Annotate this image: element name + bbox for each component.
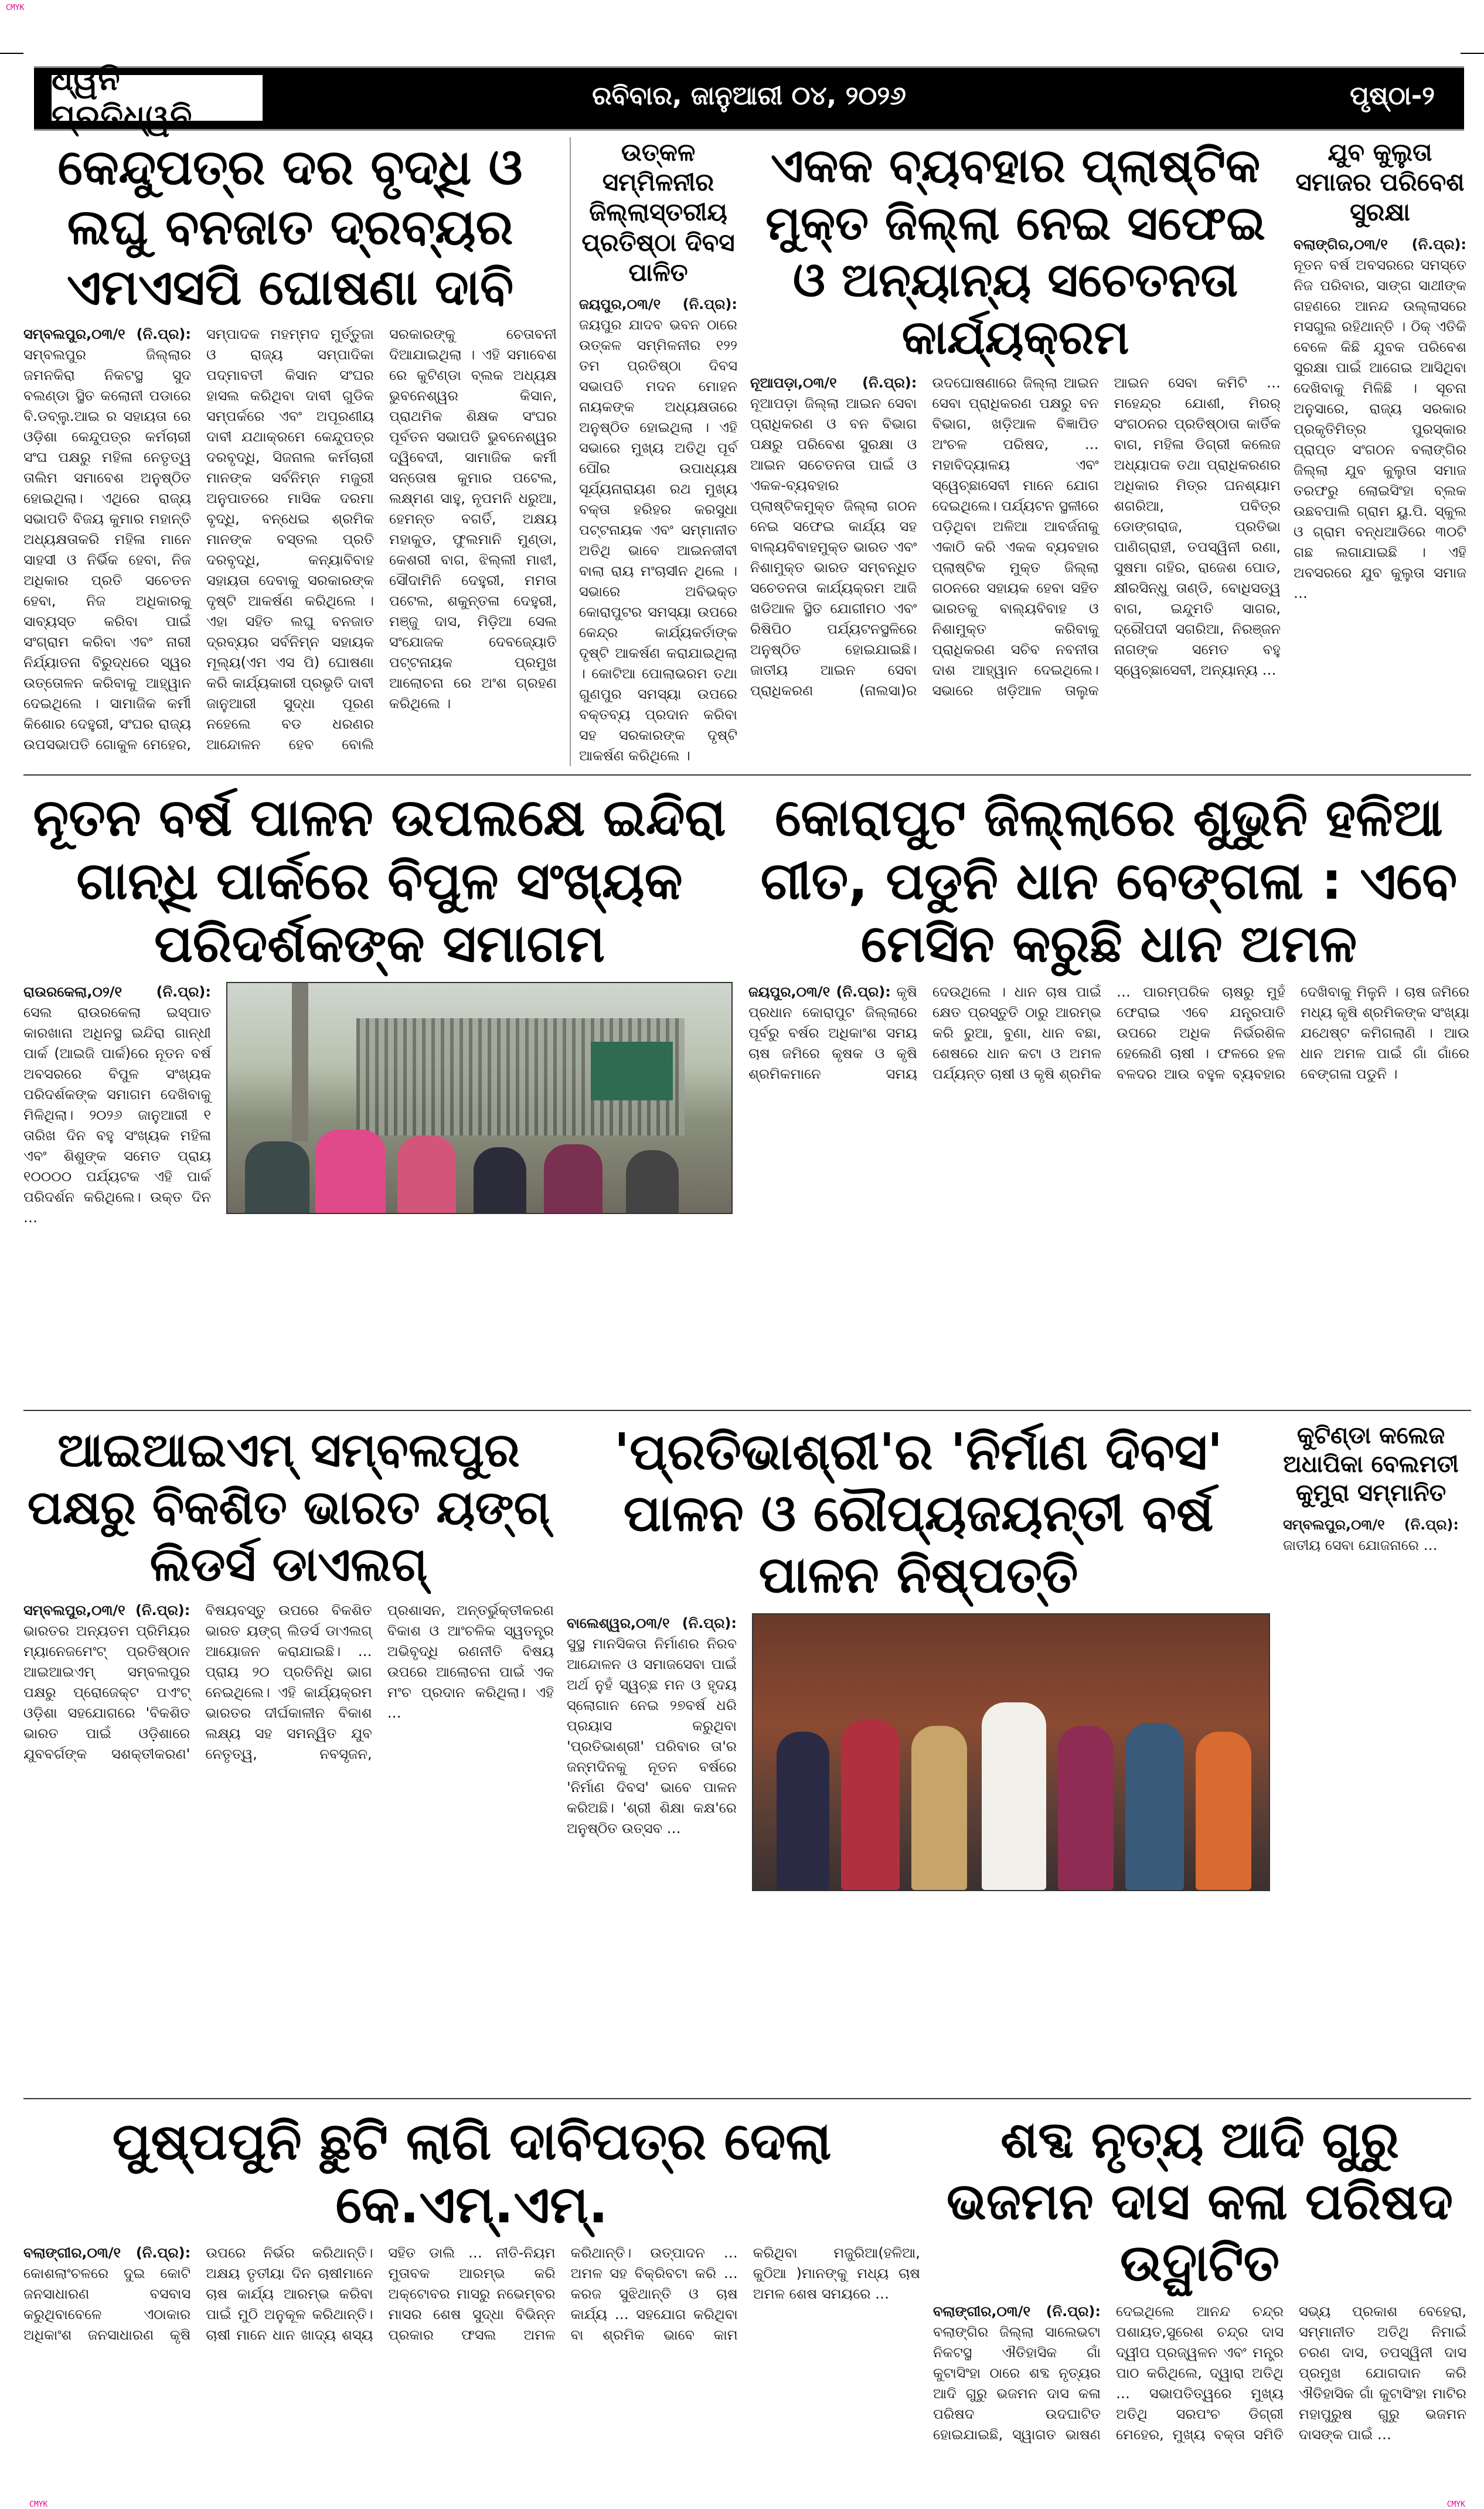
dateline: ସମ୍ବଲପୁର,୦୩/୧ (ନି.ପ୍ର): — [23, 326, 191, 343]
dateline: ସମ୍ବଲପୁର,୦୩/୧ (ନି.ପ୍ର): — [1283, 1516, 1459, 1533]
article-layout — [23, 982, 736, 1228]
dateline: ବଲାଙ୍ଗୀର,୦୩/୧ (ନି.ପ୍ର): — [933, 2303, 1101, 2320]
dateline: ନୂଆପଡ଼ା,୦୩/୧ (ନି.ପ୍ର): — [750, 375, 917, 392]
group-photo — [752, 1613, 1270, 1891]
article-body: ଜୟପୁର,୦୩/୧ (ନି.ପ୍ର): ଜୟପୁର ଯାଦବ ଭବନ ଠାରେ ଉତ୍କଳ ସମ୍ମିଳନୀର ୧୨୨ ତମ ପ୍ରତିଷ୍ଠା ଦିବସ ସଭାପତି ମଦନ ମୋହନ ନାୟକଙ୍କ ଅଧ୍ୟକ୍ଷତାରେ ଅନୁଷ୍ଠିତ ହୋଇଥିଲା । ଏହି ସଭାରେ ମୁଖ୍ୟ ଅତିଥି ପୂର୍ବ ପୌର ଉପାଧ୍ୟକ୍ଷ ସୂର୍ଯ୍ୟନାରାୟଣ ରଥ ମୁଖ୍ୟ ବକ୍ତା ହରିହର କରସୁଧା ପଟ୍ଟନାୟକ ଏବଂ ସମ୍ମାନୀତ ଅତିଥି ଭାବେ ଆଇନଜୀବୀ ବାଲା ରାୟ ମଂଚାସୀନ ଥିଲେ । ସଭାରେ ଅବିଭକ୍ତ କୋରାପୁଟର ସମସ୍ୟା ଉପରେ କେନ୍ଦ୍ର କାର୍ଯ୍ୟକର୍ତାଙ୍କ ଦୃଷ୍ଟି ଆକର୍ଷଣ କରାଯାଇଥିଲା । କୋଟିଆ ପୋଲାଭରମ ତଥା ଗୁଣପୁର ସମସ୍ୟା ଉପରେ ବକ୍ତବ୍ୟ ପ୍ରଦାନ କରିବା ସହ ସରକାରଙ୍କ ଦୃଷ୍ଟି ଆକର୍ଷଣ କରିଥିଲେ । — [579, 296, 737, 764]
article-indira-gandhi-park — [23, 786, 736, 1228]
article-kendu-leaf — [23, 137, 557, 755]
headline: କୋରାପୁଟ ଜିଲ୍ଲାରେ ଶୁଭୁନି ହଳିଆ ଗୀତ, ପଡୁନି ଧାନ ବେଙ୍ଗଳା : ଏବେ ମେସିନ କରୁଛି ଧାନ ଅମଳ — [760, 787, 1458, 974]
article-body: ବଲାଙ୍ଗୀର,୦୩/୧ (ନି.ପ୍ର): କୋଶଲାଂଚଳରେ ଦୁଇ କୋଟି ଜନସାଧାରଣ ବସବାସ କରୁଥିବାବେଳେ ଏଠାକାର ଅଧିକାଂଶ ଜନସାଧାରଣ କୃଷି ଉପରେ ନିର୍ଭର କରିଥାନ୍ତି। ଅକ୍ଷୟ ତୃତୀୟା ଦିନ ଚାଷୀମାନେ ଚାଷ କାର୍ଯ୍ୟ ଆରମ୍ଭ କରିବା ପାଇଁ ମୁଠି ଅନୁକୂଳ କରିଥାନ୍ତି। ଚାଷୀ ମାନେ ଧାନ ଖାଦ୍ୟ ଶସ୍ୟ ସହିତ ଡାଲି … ନୀତି-ନିୟମ ମୁତାବକ ଆରମ୍ଭ କରି ଅକ୍ଟୋବର ମାସରୁ ନଭେମ୍ବର ମାସର ଶେଷ ସୁଦ୍ଧା ବିଭିନ୍ନ ପ୍ରକାର ଫସଲ ଅମଳ କରିଥାନ୍ତି। ଉତ୍ପାଦନ … ଅମଳ ସହ ବିକ୍ରିବଟା କରି … କରଜ ସୁଝିଥାନ୍ତି ଓ ଚାଷ କାର୍ଯ୍ୟ … ସହଯୋଗ କରିଥିବା ବା ଶ୍ରମିକ ଭାବେ କାମ କରିଥିବା ମଜୁରିଆ(ହଳିଆ, କୁଠିଆ )ମାନଙ୍କୁ ମଧ୍ୟ ଚାଷ ଅମଳ ଶେଷ ସମୟରେ … — [23, 2244, 920, 2343]
dateline: ବାଲେଶ୍ୱର,୦୩/୧ (ନି.ପ୍ର): — [567, 1614, 737, 1631]
newspaper-logo: ଧ୍ୱନି ପ୍ରତିଧ୍ୱନି — [52, 75, 263, 121]
bottom-registration-marks — [23, 2500, 1471, 2509]
dateline: ରାଉରକେଲା,୦୨/୧ (ନି.ପ୍ର): — [23, 984, 211, 1001]
article-body: ବଲାଙ୍ଗିର,୦୩/୧ (ନି.ପ୍ର): ନୂତନ ବର୍ଷ ଅବସରରେ ସମସ୍ତେ ନିଜ ପରିବାର, ସାଙ୍ଗ ସାଥୀଙ୍କ ଗହଣରେ ଆନନ୍ଦ ଉଲ୍ଲାସରେ ମସଗୁଲ ରହିଥାନ୍ତି । ଠିକ୍ ଏତିକି ବେଳେ କିଛି ଯୁବକ ପରିବେଶ ସୁରକ୍ଷା ପାଇଁ ଆଗେଇ ଆସିଥିବା ଦେଖିବାକୁ ମିଳିଛି । ସୂଚନା ଅନୁସାରେ, ରାଜ୍ୟ ସରକାର ପ୍ରକୃତିମିତ୍ର ପୁରସ୍କାର ପ୍ରାପ୍ତ ସଂଗଠନ ବଲାଙ୍ଗିର ଜିଲ୍ଲା ଯୁବ କୁଲୁତା ସମାଜ ତରଫରୁ ଲୋଇସିଂହା ବ୍ଲକ ଉଛବପାଲି ଗ୍ରାମ ୟୁ.ପି. ସ୍କୁଲ ଓ ଗ୍ରାମ ବନ୍ଧଆଡିରେ ୩୦ଟି ଗଛ ଲଗାଯାଇଛି । ଏହି ଅବସରରେ ଯୁବ କୁଲୁତା ସମାଜ … — [1294, 236, 1466, 601]
article-body: ସମ୍ବଲପୁର,୦୩/୧ (ନି.ପ୍ର): ଜାତୀୟ ସେବା ଯୋଜନାରେ … — [1283, 1516, 1459, 1553]
news-row — [23, 2106, 1471, 2493]
article-shabda-nrutya — [933, 2110, 1466, 2445]
dateline: ସମ୍ବଲପୁର,୦୩/୧ (ନି.ପ୍ର): — [23, 1602, 190, 1619]
crop-mark — [0, 53, 23, 54]
headline: ପୁଷ୍ପପୁନି ଛୁଟି ଲାଗି ଦାବିପତ୍ର ଦେଲା କେ.ଏମ୍.ଏମ୍. — [112, 2111, 832, 2235]
article-pushpapuni-holiday — [23, 2110, 920, 2345]
masthead — [34, 60, 1464, 135]
article-kutinda-college — [1283, 1422, 1459, 1555]
dateline: ବଲାଙ୍ଗିର,୦୩/୧ (ନି.ପ୍ର): — [1294, 236, 1466, 253]
registration-mark-top: CMYK — [6, 4, 25, 12]
article-body: ନୂଆପଡ଼ା,୦୩/୧ (ନି.ପ୍ର): ନୂଆପଡ଼ା ଜିଲ୍ଲା ଆଇନ ସେବା ପ୍ରାଧିକରଣ ଓ ବନ ବିଭାଗ ପକ୍ଷରୁ ପରିବେଶ ସୁରକ୍ଷା ଓ ଆଇନ ସଚେତନତା ପାଇଁ ଓ ଏକକ-ବ୍ୟବହାର ପ୍ଲାଷ୍ଟିକମୁକ୍ତ ଜିଲ୍ଲା ଗଠନ ନେଇ ସଫେଇ କାର୍ଯ୍ୟ ସହ ବାଲ୍ୟବିବାହମୁକ୍ତ ଭାରତ ଏବଂ ନିଶାମୁକ୍ତ ଭାରତ ସମ୍ବନ୍ଧିତ ସଚେତନତା କାର୍ଯ୍ୟକ୍ରମ ଆଜି ଖଡିଆଳ ସ୍ଥିତ ଯୋଗୀମଠ ଏବଂ ରିଷିପିଠ ପର୍ଯ୍ୟଟନସ୍ଥଳିରେ ଅନୁଷ୍ଠିତ ହୋଇଯାଇଛି। ଜାତୀୟ ଆଇନ ସେବା ପ୍ରାଧିକରଣ (ନାଲସା)ର ଉଦଘୋଷଣାରେ ଜିଲ୍ଲା ଆଇନ ସେବା ପ୍ରାଧିକରଣ ପକ୍ଷରୁ ବନ ବିଭାଗ, ଖଡ଼ିଆଳ ବିଜ୍ଞାପିତ ଅଂଚଳ ପରିଷଦ, … ମହାବିଦ୍ୟାଳୟ ଏବଂ ସ୍ୱେଚ୍ଛାସେବୀ ମାନେ ଯୋଗ ଦେଇଥିଲେ। ପର୍ଯ୍ୟଟନ ସ୍ଥଳୀରେ ପଡ଼ିଥିବା ଅଳିଆ ଆବର୍ଜନାକୁ ଏକାଠି କରି ଏକକ ବ୍ୟବହାର ପ୍ଲାଷ୍ଟିକ ମୁକ୍ତ ଜିଲ୍ଲା ଗଠନରେ ସହାୟକ ହେବା ସହିତ ଭାରତକୁ ବାଲ୍ୟବିବାହ ଓ ନିଶାମୁକ୍ତ କରିବାକୁ ପ୍ରାଧିକରଣ ସଚିବ ନବନୀତା ଦାଶ ଆହ୍ୱାନ ଦେଇଥିଲେ। ସଭାରେ ଖଡ଼ିଆଳ ତାଲୁକ ଆଇନ ସେବା କମିଟି … ମହେନ୍ଦ୍ର ଯୋଶୀ, ମିରର୍ ସଂଗଠନର ପ୍ରତିଷ୍ଠାତା କାର୍ତିକ ବାଗ, ମହିଳା ଡିଗ୍ରୀ କଲେଜ ଅଧ୍ୟାପକ ତଥା ପ୍ରାଧିକରଣର ଅଧିକାର ମିତ୍ର ଘନଶ୍ୟାମ ଶଗରିଆ, ପବିତ୍ର ଡୋଙ୍ଗରାଜ, ପ୍ରତିଭା ପାଣିଗ୍ରାହୀ, ତପସ୍ୱିନୀ ରଣା, ସୁଷମା ଗହିର, ରାଜେଶ ପୋଡ, କ୍ଷୀରସିନ୍ଧୁ ତାଣ୍ଡି, ବୋଧିସତ୍ୱ ବାଗ, ଇନ୍ଦୁମତି ସାଗର, ଦ୍ରୌପଦୀ ସଗରିଆ, ନିରଞ୍ଜନ ନାଗଙ୍କ ସମେତ ବହୁ ସ୍ୱେଚ୍ଛାସେବୀ, ଅନ୍ୟାନ୍ୟ … — [750, 375, 1281, 699]
news-row — [23, 783, 1471, 1411]
registration-mark-bottom-left: CMYK — [29, 2500, 48, 2509]
page-number: ପୃଷ୍ଠା-୨ — [1350, 81, 1435, 111]
article-body: ସମ୍ବଲପୁର,୦୩/୧ (ନି.ପ୍ର): ସମ୍ବଲପୁର ଜିଲ୍ଲାର ଜମନକିରା ନିକଟସ୍ଥ ସୁଦ ବଲଣ୍ଡା ସ୍ଥିତ କଲୋନୀ ପଡାରେ ବି.ଡବ୍ଲୁ.ଆଇ ର ସହାୟତା ରେ ଓଡ଼ିଶା କେନ୍ଦୁପତ୍ର କର୍ମଚାରୀ ସଂଘ ପକ୍ଷରୁ ମହିଳା ନେତୃତ୍ୱ ତାଲିମ ସମାବେଶ ଅନୁଷ୍ଠିତ ହୋଇଥିଲା। ଏଥିରେ ରାଜ୍ୟ ସଭାପତି ବିଜୟ କୁମାର ମହାନ୍ତି ଅଧ୍ୟକ୍ଷତାକରି ମହିଳା ମାନେ ସାହସୀ ଓ ନିର୍ଭିକ ହେବା, ନିଜ ଅଧିକାର ପ୍ରତି ସଚେତନ ହେବା, ନିଜ ଅଧିକାରକୁ ସାବ୍ୟସ୍ତ କରିବା ପାଇଁ ସଂଗ୍ରାମ କରିବା ଏବଂ ନାରୀ ନିର୍ଯ୍ୟାତନା ବିରୁଦ୍ଧରେ ସ୍ୱର ଉତ୍ତୋଳନ କରିବାକୁ ଆହ୍ୱାନ ଦେଇଥିଲେ । ସାମାଜିକ କର୍ମୀ କିଶୋର ଦେହୁରୀ, ସଂଘର ରାଜ୍ୟ ଉପସଭାପତି ଗୋକୁଳ ମେହେର, ସମ୍ପାଦକ ମହମ୍ମଦ ମୁର୍ତ୍ତୁଜା ଓ ରାଜ୍ୟ ସମ୍ପାଦିକା ପଦ୍ମାବତୀ କିସାନ ସଂଘର ହାସଲ କରିଥିବା ଦାବୀ ଗୁଡିକ ସମ୍ପର୍କରେ ଏବଂ ଅପୂରଣୀୟ ଦାବୀ ଯଥାକ୍ରମେ କେନ୍ଦୁପତ୍ର ଦରବୃଦ୍ଧି, ସିଜନାଲ କର୍ମଚାରୀ ମାନଙ୍କ ସର୍ବନିମ୍ନ ମଜୁରୀ ଅନୁପାତରେ ମାସିକ ଦରମା ବୃଦ୍ଧି, ବନ୍ଧେଇ ଶ୍ରମିକ ମାନଙ୍କ ବସ୍ତଲ ପ୍ରତି ଦରବୃଦ୍ଧି, କନ୍ୟାବିବାହ ସହାୟତା ଦେବାକୁ ସରକାରଙ୍କ ଦୃଷ୍ଟି ଆକର୍ଷଣ କରିଥିଲେ । ଏହା ସହିତ ଲଘୁ ବନଜାତ ଦ୍ରବ୍ୟର ସର୍ବନିମ୍ନ ସହାୟକ ମୂଲ୍ୟ(ଏମ ଏସ ପି) ଘୋଷଣା କରି କାର୍ଯ୍ୟକାରୀ ପ୍ରଭୃତି ଦାବୀ ଜାନୁଆରୀ ସୁଦ୍ଧା ପୂରଣ ନହେଲେ ବଡ ଧରଣର ଆନ୍ଦୋଳନ ହେବ ବୋଲି ସରକାରଙ୍କୁ ଚେତାବନୀ ଦିଆଯାଇଥିଲା । ଏହି ସମାବେଶ ରେ କୁଟିଣ୍ଡା ବ୍ଲକ ଅଧ୍ୟକ୍ଷ ଭୁବନେଶ୍ୱର କିସାନ, ପ୍ରାଥମିକ ଶିକ୍ଷକ ସଂଘର ପୂର୍ବତନ ସଭାପତି ଭୁବନେଶ୍ୱର ଦ୍ୱିବେଦୀ, ସାମାଜିକ କର୍ମୀ ସନ୍ତୋଷ କୁମାର ପଟେଲ, ଲକ୍ଷ୍ମଣ ସାହୁ, ନୃପମନି ଧରୁଆ, ହେମନ୍ତ ବଗର୍ତି, ଅକ୍ଷୟ ମହାକୁଡ, ଫୁଲମାନି ମୁଣ୍ଡା, କେଶରୀ ବାଗ, ଝିଲ୍ଲୀ ମାଝୀ, ସୌଦାମିନି ଦେହୁରୀ, ମମତା ପଟେଲ, ଶକୁନ୍ତଳା ଦେହୁରୀ, ମଞ୍ଜୁ ଦାସ, ମିଡ଼ିଆ ସେଲ ସଂଯୋଜକ ଦେବଜ୍ୟୋତି ପଟ୍ଟନାୟକ ପ୍ରମୁଖ ଆଲୋଚନା ରେ ଅଂଶ ଗ୍ରହଣ କରିଥିଲେ । — [23, 326, 557, 753]
article-iim-sambalpur — [23, 1422, 554, 1765]
article-body: ସମ୍ବଲପୁର,୦୩/୧ (ନି.ପ୍ର): ଭାରତର ଅନ୍ୟତମ ପ୍ରିମିୟର ମ୍ୟାନେଜମେଂଟ୍ ପ୍ରତିଷ୍ଠାନ ଆଇଆଇଏମ୍ ସମ୍ବଲପୁର ପକ୍ଷରୁ ପ୍ରୋଜେକ୍ଟ ପଏଂଟ୍ ଓଡ଼ିଶା ସହଯୋଗରେ 'ବିକଶିତ ଭାରତ ପାଇଁ ଓଡ଼ିଶାରେ ଯୁବବର୍ଗଙ୍କ ସଶକ୍ତୀକରଣ' ବିଷୟବସ୍ତୁ ଉପରେ ବିକଶିତ ଭାରତ ୟଙ୍ଗ୍ ଲିଡର୍ସ ଡାଏଲଗ୍ ଆୟୋଜନ କରାଯାଇଛି। … ପ୍ରାୟ ୨୦ ପ୍ରତିନିଧି ଭାଗ ନେଇଥିଲେ। ଏହି କାର୍ଯ୍ୟକ୍ରମ ଭାରତର ଦୀର୍ଘକାଳୀନ ବିକାଶ ଲକ୍ଷ୍ୟ ସହ ସମନ୍ୱିତ ଯୁବ ନେତୃତ୍ୱ, ନବସୃଜନ, ପ୍ରଶାସନ, ଅନ୍ତର୍ଭୁକ୍ତୀକରଣ ବିକାଶ ଓ ଆଂଚଳିକ ସ୍ୱତନ୍ତ୍ର ଅଭିବୃଦ୍ଧି ରଣନୀତି ବିଷୟ ଉପରେ ଆଲୋଚନା ପାଇଁ ଏକ ମଂଚ ପ୍ରଦାନ କରିଥିଲା। ଏହି … — [23, 1602, 554, 1762]
dateline: ବଲାଙ୍ଗୀର,୦୩/୧ (ନି.ପ୍ର): — [23, 2244, 191, 2261]
article-plastic-free — [750, 137, 1281, 701]
park-visitors-photo — [226, 982, 733, 1214]
headline: କେନ୍ଦୁପତ୍ର ଦର ବୃଦ୍ଧି ଓ ଲଘୁ ବନଜାତ ଦ୍ରବ୍ୟର ଏମଏସପି ଘୋଷଣା ଦାବି — [57, 138, 523, 316]
article-body: ରାଉରକେଲା,୦୨/୧ (ନି.ପ୍ର): ସେଲ ରାଉରକେଲା ଇସ୍ପାତ କାରଖାନା ଅଧିନସ୍ଥ ଇନ୍ଦିରା ଗାନ୍ଧୀ ପାର୍କ (ଆଇଜି ପାର୍କ)ରେ ନୂତନ ବର୍ଷ ଅବସରରେ ବିପୁଳ ସଂଖ୍ୟକ ପରିଦର୍ଶକଙ୍କ ସମାଗମ ଦେଖିବାକୁ ମିଳିଥିଲା। ୨୦୨୬ ଜାନୁଆରୀ ୧ ତାରିଖ ଦିନ ବହୁ ସଂଖ୍ୟକ ମହିଳା ଏବଂ ଶିଶୁଙ୍କ ସମେତ ପ୍ରାୟ ୧୦୦୦୦ ପର୍ଯ୍ୟଟକ ଏହି ପାର୍କ ପରିଦର୍ଶନ କରିଥିଲେ। ଉକ୍ତ ଦିନ … — [23, 984, 211, 1226]
news-row — [23, 1418, 1471, 2099]
headline: ଉତ୍କଳ ସମ୍ମିଳନୀର ଜିଲ୍ଲାସ୍ତରୀୟ ପ୍ରତିଷ୍ଠା ଦିବସ ପାଳିତ — [581, 138, 735, 287]
headline: ଏକକ ବ୍ୟବହାର ପ୍ଲାଷ୍ଟିକ ମୁକ୍ତ ଜିଲ୍ଲା ନେଇ ସଫେଇ ଓ ଅନ୍ୟାନ୍ୟ ସଚେତନତା କାର୍ଯ୍ୟକ୍ରମ — [765, 138, 1265, 365]
article-body: ବଲାଙ୍ଗୀର,୦୩/୧ (ନି.ପ୍ର): ବଲାଙ୍ଗିର ଜିଲ୍ଲା ସାଲେଭଟା ନିକଟସ୍ଥ ଐତିହାସିକ ଗାଁ କୁଟାସିଂହା ଠାରେ ଶବ୍ଦ ନୃତ୍ୟର ଆଦି ଗୁରୁ ଭଜମନ ଦାସ କଳା ପରିଷଦ ଉଦଘାଟିତ ହୋଇଯାଇଛି, ସ୍ୱାଗତ ଭାଷଣ ଦେଇଥିଲେ ଆନନ୍ଦ ଚନ୍ଦ୍ର ପଶାୟତ,ସୁରେଶ ଚନ୍ଦ୍ର ଦାସ ଦ୍ୱୀପ ପ୍ରଜ୍ୱଳନ ଏବଂ ମନ୍ତ୍ର ପାଠ କରିଥିଲେ, ଦ୍ୱାରା ଅତିଥି … ସଭାପତିତ୍ୱରେ ମୁଖ୍ୟ ଅତିଥି ସରପଂଚ ଡିଗ୍ରୀ ମେହେର, ମୁଖ୍ୟ ବକ୍ତା ସମିତି ସଭ୍ୟ ପ୍ରକାଶ ବେହେରା, ସମ୍ମାନୀତ ଅତିଥି ନିମାଇଁ ଚରଣ ଦାସ, ତପସ୍ୱିନୀ ଦାସ ପ୍ରମୁଖ ଯୋଗଦାନ କରି ଐତିହାସିକ ଗାଁ କୁଟାସିଂହା ମାଟିର ମହାପୁରୁଷ ଗୁରୁ ଭଜମନ ଦାସଙ୍କ ପାଇଁ … — [933, 2303, 1466, 2443]
article-utkal-sammilani — [570, 137, 737, 766]
news-row — [23, 134, 1471, 776]
headline: ଆଇଆଇଏମ୍ ସମ୍ବଲପୁର ପକ୍ଷରୁ ବିକଶିତ ଭାରତ ୟଙ୍ଗ୍ ଲିଡର୍ସ ଡାଏଲଗ୍ — [27, 1423, 550, 1592]
crop-mark — [1461, 53, 1484, 54]
headline: 'ପ୍ରତିଭାଶ୍ରୀ'ର 'ନିର୍ମାଣ ଦିବସ' ପାଳନ ଓ ରୌପ୍ୟଜୟନ୍ତୀ ବର୍ଷ ପାଳନ ନିଷ୍ପତ୍ତି — [614, 1423, 1223, 1604]
article-koraput-harvest — [748, 786, 1469, 1084]
dateline: ଜୟପୁର,୦୩/୧ (ନି.ପ୍ର): — [579, 296, 737, 313]
headline: କୁଟିଣ୍ଡା କଲେଜ ଅଧାପିକା ବେଲମତୀ କୁମୁରା ସମ୍ମାନିତ — [1283, 1422, 1459, 1507]
headline: ନୂତନ ବର୍ଷ ପାଳନ ଉପଲକ୍ଷେ ଇନ୍ଦିରା ଗାନ୍ଧି ପାର୍କରେ ବିପୁଳ ସଂଖ୍ୟକ ପରିଦର୍ଶକଙ୍କ ସମାଗମ — [33, 787, 726, 974]
registration-mark-bottom-right: CMYK — [1446, 2500, 1465, 2509]
article-pratibhashree — [567, 1422, 1270, 1891]
issue-date: ରବିବାର, ଜାନୁଆରୀ ୦୪, ୨୦୨୬ — [592, 81, 906, 111]
headline: ଶବ୍ଦ ନୃତ୍ୟ ଆଦି ଗୁରୁ ଭଜମନ ଦାସ କଳା ପରିଷଦ ଉଦ୍ଘାଟିତ — [946, 2111, 1454, 2293]
article-body: ଜୟପୁର,୦୩/୧ (ନି.ପ୍ର): କୃଷି ପ୍ରଧାନ କୋରାପୁଟ ଜିଲ୍ଲାରେ ପୂର୍ବରୁ ବର୍ଷର ଅଧିକାଂଶ ସମୟ ଚାଷ ଜମିରେ କୃଷକ ଓ କୃଷି ଶ୍ରମିକମାନେ ସମୟ ଦେଉଥିଲେ । ଧାନ ଚାଷ ପାଇଁ କ୍ଷେତ ପ୍ରସ୍ତୁତି ଠାରୁ ଆରମ୍ଭ କରି ରୁଆ, ବୁଣା, ଧାନ ବଛା, ଶେଷରେ ଧାନ କଟା ଓ ଅମଳ ପର୍ଯ୍ୟନ୍ତ ଚାଷୀ ଓ କୃଷି ଶ୍ରମିକ … ପାରମ୍ପରିକ ଚାଷରୁ ମୁହଁ ଫେରାଇ ଏବେ ଯନ୍ତ୍ରପାତି ଉପରେ ଅଧିକ ନିର୍ଭରଶିଳ ହେଲେଣି ଚାଷୀ । ଫଳରେ ହଳ ବଳଦର ଆଉ ବହୁଳ ବ୍ୟବହାର ଦେଖିବାକୁ ମିଳୁନି । ଚାଷ ଜମିରେ ମଧ୍ୟ କୃଷି ଶ୍ରମିକଙ୍କ ସଂଖ୍ୟା ଯଥେଷ୍ଟ କମିଗଲାଣି । ଆଉ ଧାନ ଅମଳ ପାଇଁ ଗାଁ ଗାଁରେ ବେଙ୍ଗଳା ପଡୁନି । — [748, 984, 1469, 1083]
article-yuba-kuluta — [1294, 137, 1466, 604]
article-body: ବାଲେଶ୍ୱର,୦୩/୧ (ନି.ପ୍ର): ସୁସ୍ଥ ମାନସିକତା ନିର୍ମାଣର ନିରବ ଆନ୍ଦୋଳନ ଓ ସମାଜସେବା ପାଇଁ ଅର୍ଥ ନୁହଁ ସ୍ୱଚ୍ଛ ମନ ଓ ହୃଦୟ ସ୍ଲୋଗାନ ନେଇ ୨୭ବର୍ଷ ଧରି ପ୍ରୟାସ କରୁଥିବା 'ପ୍ରତିଭାଶ୍ରୀ' ପରିବାର ତା'ର ଜନ୍ମଦିନକୁ ନୂତନ ବର୍ଷରେ 'ନିର୍ମାଣ ଦିବସ' ଭାବେ ପାଳନ କରିଅଛି। 'ଶ୍ରୀ ଶିକ୍ଷା କକ୍ଷ'ରେ ଅନୁଷ୍ଠିତ ଉତ୍ସବ … — [567, 1614, 737, 1837]
page-content — [23, 134, 1471, 2509]
headline: ଯୁବ କୁଲୁତା ସମାଜର ପରିବେଶ ସୁରକ୍ଷା — [1295, 138, 1465, 227]
dateline: ଜୟପୁର,୦୩/୧ (ନି.ପ୍ର): — [748, 984, 891, 1001]
article-layout — [567, 1613, 1270, 1891]
